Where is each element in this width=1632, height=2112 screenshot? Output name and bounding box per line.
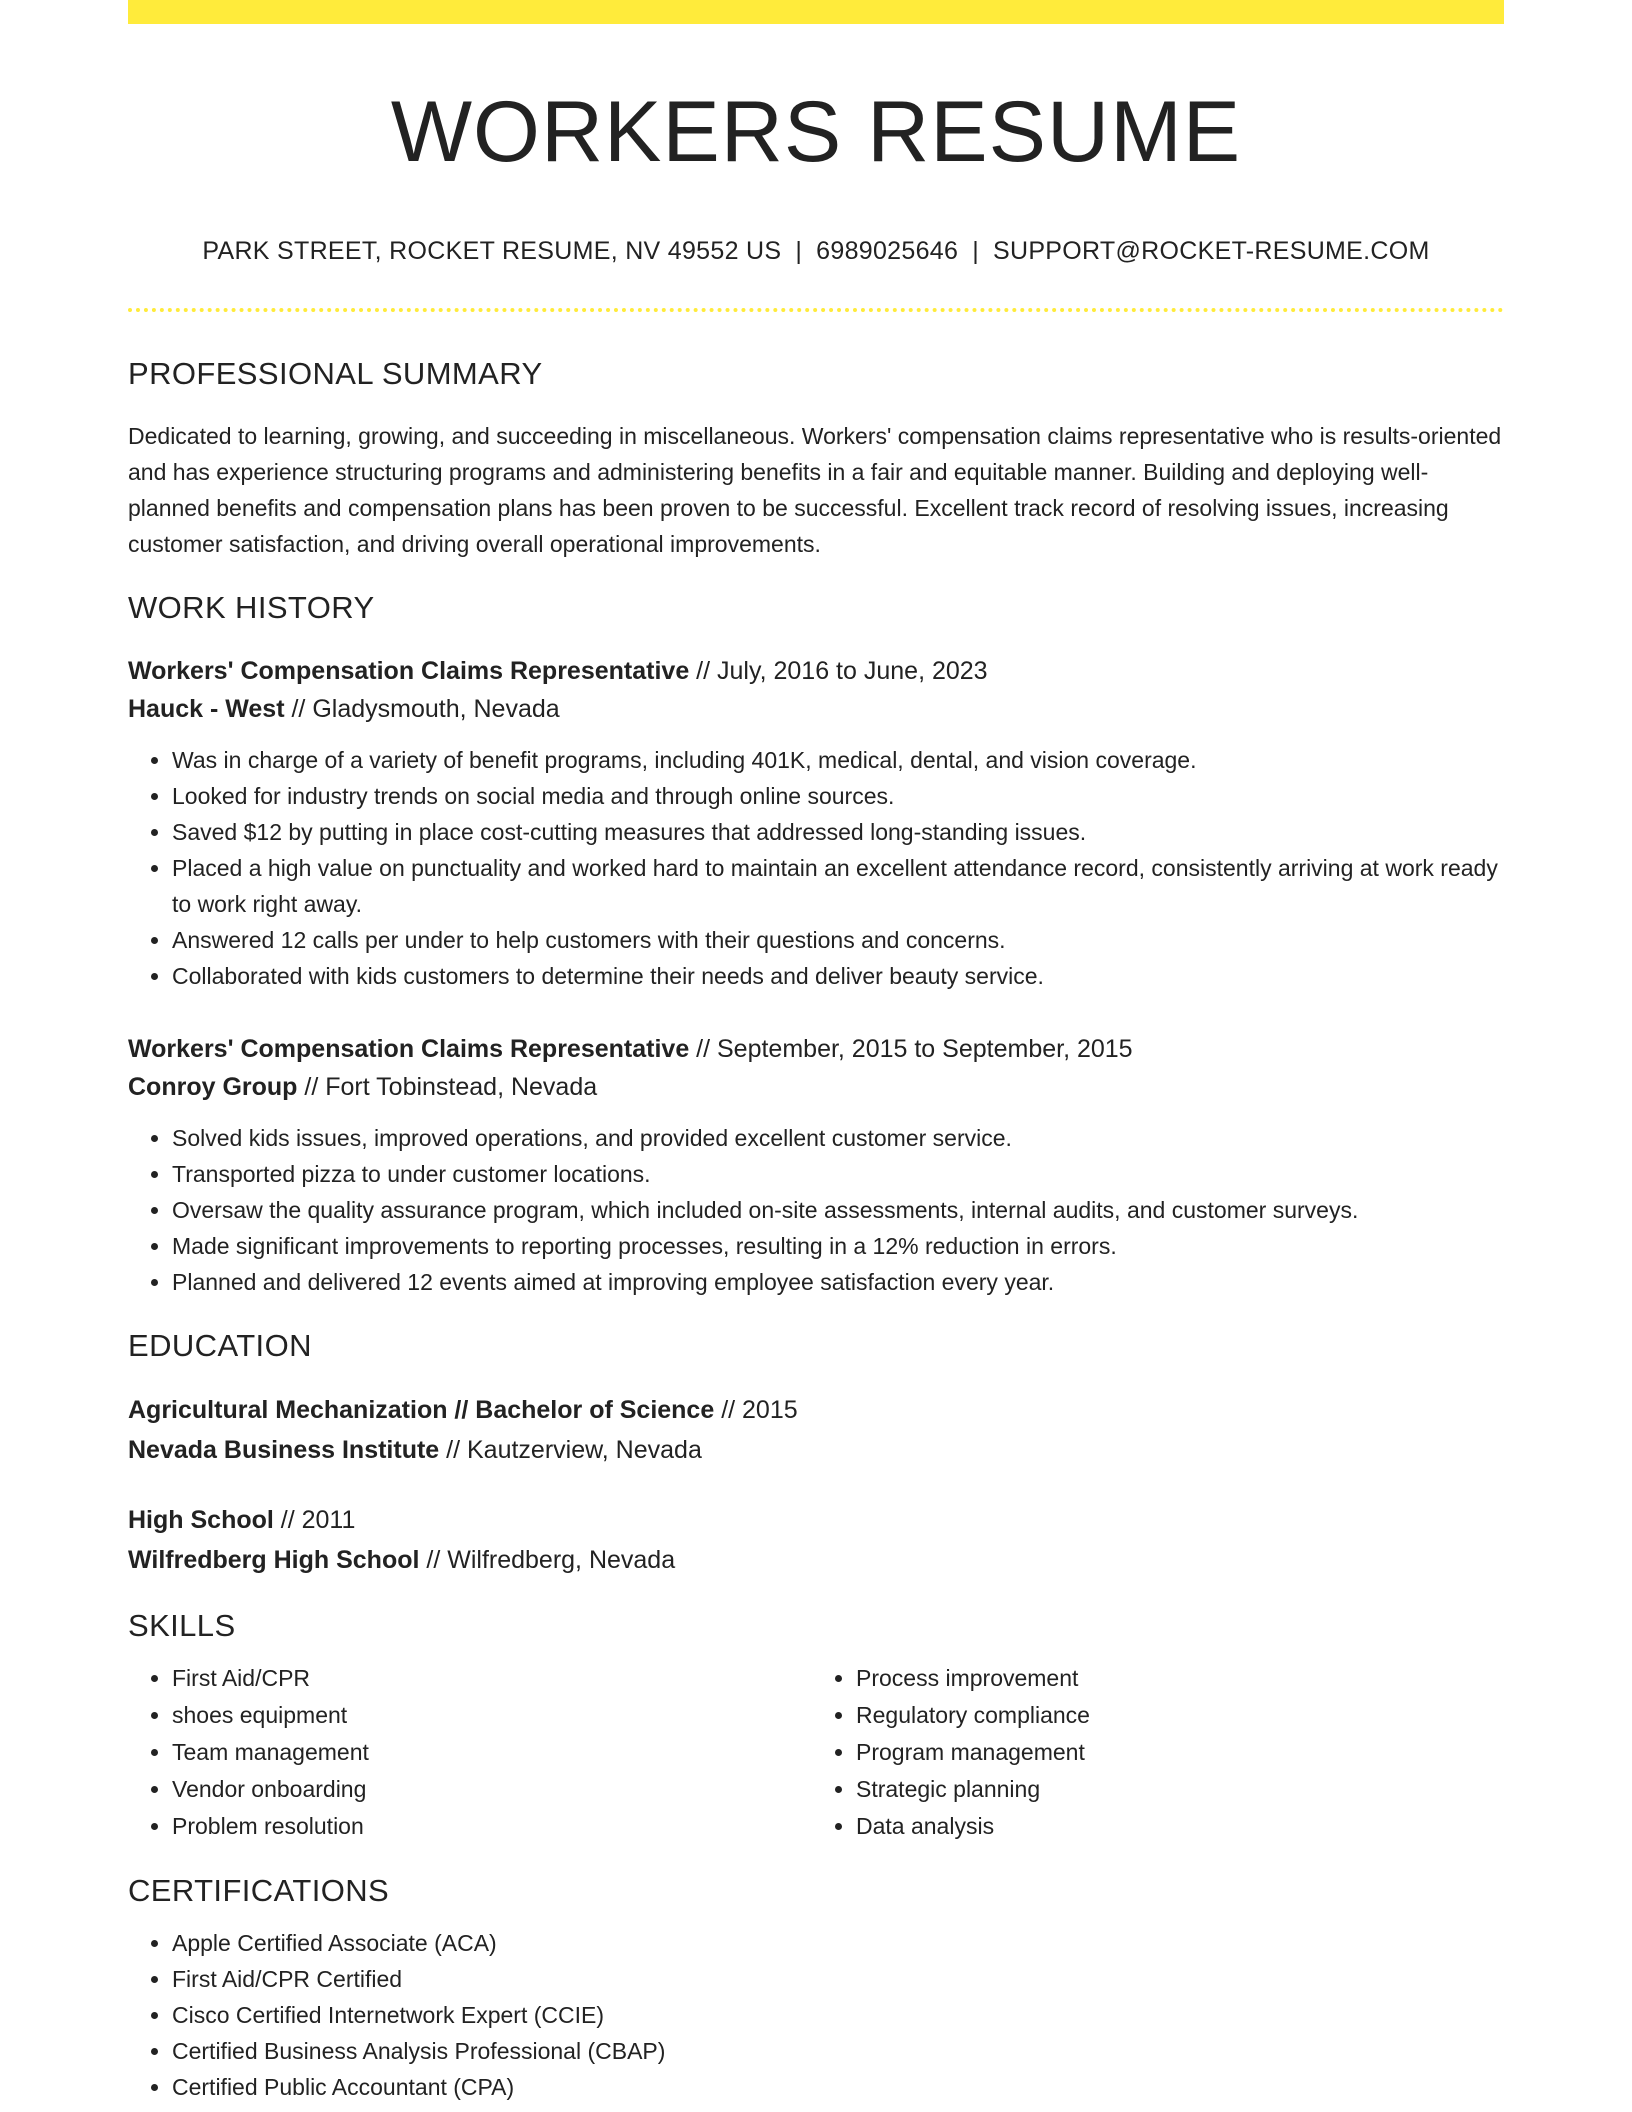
degree: Agricultural Mechanization // Bachelor of Science xyxy=(128,1396,715,1424)
job-location: // Fort Tobinstead, Nevada xyxy=(297,1073,598,1101)
work-history-heading: WORK HISTORY xyxy=(128,590,375,625)
job-role: Workers' Compensation Claims Representative xyxy=(128,1035,690,1063)
job-company-line xyxy=(128,690,1504,728)
job-role: Workers' Compensation Claims Representative xyxy=(128,657,690,685)
job-dates: // July, 2016 to June, 2023 xyxy=(689,657,988,685)
certifications-list xyxy=(128,1925,1504,2105)
list-item: • Looked for industry trends on social media and through online sources. xyxy=(172,778,1504,814)
summary-section xyxy=(128,354,1504,562)
list-item: • Collaborated with kids customers to determine their needs and deliver beauty service. xyxy=(172,958,1504,994)
skill-item: • Data analysis xyxy=(856,1808,1490,1845)
resume-content xyxy=(128,0,1504,2105)
certification-item: • Cisco Certified Internetwork Expert (CCIE) xyxy=(172,1997,1504,2033)
job-entry xyxy=(128,1030,1504,1300)
list-item: • Oversaw the quality assurance program, which included on-site assessments, internal audits, and customer surveys. xyxy=(172,1192,1504,1228)
school-location: // Wilfredberg, Nevada xyxy=(419,1546,676,1574)
job-title-line xyxy=(128,652,1504,690)
job-bullets xyxy=(128,1120,1504,1300)
skills-heading: SKILLS xyxy=(128,1608,236,1643)
job-location: // Gladysmouth, Nevada xyxy=(284,695,560,723)
degree-line xyxy=(128,1390,1504,1430)
skill-item: • Vendor onboarding xyxy=(172,1771,806,1808)
skill-item: • First Aid/CPR xyxy=(172,1660,806,1697)
skills-right-list xyxy=(806,1660,1490,1845)
list-item: • Placed a high value on punctuality and worked hard to maintain an excellent attendance record, consistently arriving at work ready to work right away. xyxy=(172,850,1504,922)
job-title-line xyxy=(128,1030,1504,1068)
certifications-heading: CERTIFICATIONS xyxy=(128,1873,390,1908)
education-entry xyxy=(128,1500,1504,1580)
contact-email: SUPPORT@ROCKET-RESUME.COM xyxy=(993,237,1430,265)
certification-item: • Apple Certified Associate (ACA) xyxy=(172,1925,1504,1961)
skill-item: • Team management xyxy=(172,1734,806,1771)
list-item: • Answered 12 calls per under to help customers with their questions and concerns. xyxy=(172,922,1504,958)
job-company: Conroy Group xyxy=(128,1073,298,1101)
list-item: • Planned and delivered 12 events aimed at improving employee satisfaction every year. xyxy=(172,1264,1504,1300)
job-company-line xyxy=(128,1068,1504,1106)
certification-item: • First Aid/CPR Certified xyxy=(172,1961,1504,1997)
skill-item: • Process improvement xyxy=(856,1660,1490,1697)
education-heading: EDUCATION xyxy=(128,1328,312,1363)
skill-item: • Program management xyxy=(856,1734,1490,1771)
contact-separator: | xyxy=(972,237,979,265)
skills-columns xyxy=(128,1660,1504,1845)
job-entry xyxy=(128,652,1504,994)
contact-phone: 6989025646 xyxy=(816,237,959,265)
job-company: Hauck - West xyxy=(128,695,285,723)
skill-item: • Strategic planning xyxy=(856,1771,1490,1808)
summary-text: Dedicated to learning, growing, and succeeding in miscellaneous. Workers' compensation claims representative who is results-oriented and has experience structuring programs and administering benefits in a fair and equitable manner. Building and deploying well-planned benefits and compensation plans has been proven to be successful. Excellent track record of resolving issues, increasing customer satisfaction, and driving overall operational improvements. xyxy=(128,423,1502,557)
list-item: • Was in charge of a variety of benefit programs, including 401K, medical, dental, and vision coverage. xyxy=(172,742,1504,778)
education-section xyxy=(128,1326,1504,1580)
contact-separator: | xyxy=(795,237,803,265)
skill-item: • Regulatory compliance xyxy=(856,1697,1490,1734)
summary-heading: PROFESSIONAL SUMMARY xyxy=(128,356,543,391)
job-bullets xyxy=(128,742,1504,994)
school-location: // Kautzerview, Nevada xyxy=(439,1436,702,1464)
work-history-section xyxy=(128,588,1504,1300)
degree-year: // 2011 xyxy=(273,1506,356,1534)
school-line xyxy=(128,1430,1504,1470)
skill-item: • shoes equipment xyxy=(172,1697,806,1734)
school-line xyxy=(128,1540,1504,1580)
school: Nevada Business Institute xyxy=(128,1436,440,1464)
skills-left-list xyxy=(128,1660,806,1845)
skills-section xyxy=(128,1606,1504,1845)
certifications-section xyxy=(128,1871,1504,2105)
contact-address: PARK STREET, ROCKET RESUME, NV 49552 US xyxy=(202,237,782,265)
degree-line xyxy=(128,1500,1504,1540)
degree: High School xyxy=(128,1506,274,1534)
list-item: • Made significant improvements to reporting processes, resulting in a 12% reduction in errors. xyxy=(172,1228,1504,1264)
job-dates: // September, 2015 to September, 2015 xyxy=(689,1035,1133,1063)
list-item: • Solved kids issues, improved operations, and provided excellent customer service. xyxy=(172,1120,1504,1156)
education-entry xyxy=(128,1390,1504,1470)
school: Wilfredberg High School xyxy=(128,1546,420,1574)
skill-item: • Problem resolution xyxy=(172,1808,806,1845)
resume-name: WORKERS RESUME xyxy=(390,84,1242,180)
contact-line xyxy=(128,236,1504,266)
certification-item: • Certified Business Analysis Professional (CBAP) xyxy=(172,2033,1504,2069)
degree-year: // 2015 xyxy=(714,1396,798,1424)
list-item: • Saved $12 by putting in place cost-cutting measures that addressed long-standing issues. xyxy=(172,814,1504,850)
list-item: • Transported pizza to under customer locations. xyxy=(172,1156,1504,1192)
certification-item: • Certified Public Accountant (CPA) xyxy=(172,2069,1504,2105)
dotted-divider xyxy=(128,308,1504,312)
